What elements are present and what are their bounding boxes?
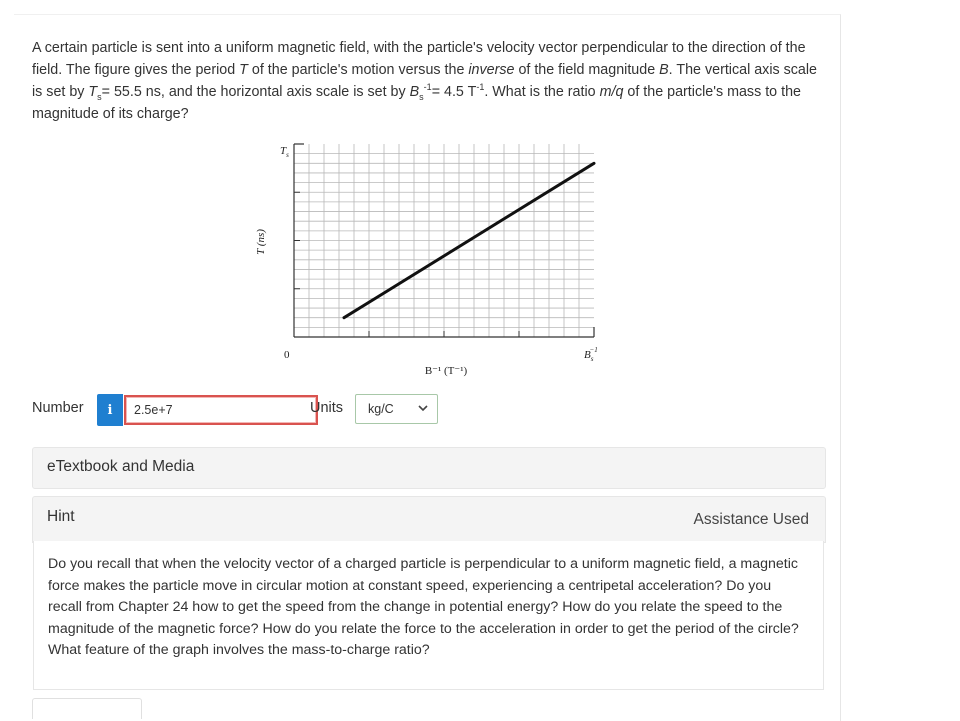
x-tick-Bs: $B_s-1$: [584, 346, 598, 363]
y-tick-Ts: $T_s$: [280, 145, 289, 159]
units-select[interactable]: [355, 394, 438, 424]
etextbook-title: eTextbook and Media: [47, 458, 195, 475]
etextbook-media-card[interactable]: [32, 447, 826, 489]
chevron-down-icon: [418, 404, 428, 412]
bottom-button-partial[interactable]: [32, 698, 142, 719]
hint-text: Do you recall that when the velocity vector of a charged particle is perpendicular to a uniform magnetic field, a magnetic force makes the particle move in circular motion at constant speed, experiencing a centripetal acceleration? Do you recall from Chapter 24 how to get the speed from the change in potential energy? How do you relate the speed to the magnitude of the magnetic force? How do you relate the force to the acceleration in order to get the period of the circle? What feature of the graph involves the mass-to-charge ratio?: [48, 556, 799, 658]
units-label: Units: [310, 400, 344, 416]
info-icon[interactable]: i: [97, 394, 123, 426]
hint-title: Hint: [47, 508, 75, 525]
x-axis-label: B⁻¹ (T⁻¹): [424, 365, 468, 377]
period-vs-inverse-field-graph: [246, 132, 626, 382]
chart-grid: [294, 144, 594, 337]
units-selected-value: kg/C: [368, 402, 394, 416]
answer-row: [32, 394, 532, 426]
y-axis-label: T (ns): [255, 229, 267, 255]
origin-label: 0: [284, 349, 290, 361]
question-text: A certain particle is sent into a uniform magnetic field, with the particle's velocity vector perpendicular to the direction of the field. The figure gives the period T of the particle's motion versus the inverse of the field magnitude B. The vertical axis scale is set by $T_s= 55.5$ ns, and the horizontal axis scale is set by $B_s^{-1}= 4.5$ $T^{-1}$. What is the ratio m/q of the particle's mass to the magnitude of its charge?: [32, 40, 817, 122]
assistance-used-label: Assistance Used: [693, 511, 809, 528]
answer-number-input[interactable]: [124, 395, 318, 425]
number-label: Number: [32, 400, 84, 416]
hint-card-header[interactable]: [32, 496, 826, 543]
hint-body: [33, 541, 824, 690]
